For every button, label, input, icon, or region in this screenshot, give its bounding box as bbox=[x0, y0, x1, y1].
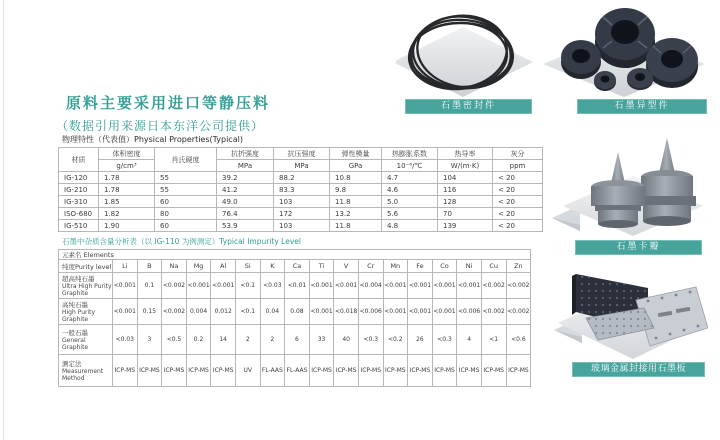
table-cell: 104 bbox=[438, 172, 493, 184]
element-header: Mn bbox=[383, 260, 408, 273]
graphite-clamp-caption: 石墨卡瓣 bbox=[575, 240, 702, 255]
table-cell: 5.0 bbox=[382, 196, 438, 208]
table-cell: 0.2 bbox=[186, 325, 211, 355]
table-cell: 55 bbox=[155, 172, 217, 184]
table-cell: <0.001 bbox=[457, 273, 482, 299]
column-header: 弹性模量 bbox=[330, 148, 382, 160]
table-row bbox=[59, 325, 531, 355]
row-label-cn: 测定法 bbox=[62, 360, 82, 368]
table-cell: 9.8 bbox=[330, 184, 382, 196]
table-row bbox=[59, 260, 531, 273]
table-cell: 1.85 bbox=[99, 196, 155, 208]
graphite-seals-figure bbox=[396, 2, 533, 97]
column-header: 抗压强度 bbox=[274, 148, 330, 160]
graphite-clamp-image bbox=[562, 126, 705, 236]
table-cell: < 20 bbox=[493, 208, 543, 220]
table-cell: <0.2 bbox=[383, 325, 408, 355]
graphite-plates-image bbox=[558, 260, 708, 359]
table-row bbox=[59, 160, 543, 172]
table-cell: ICP-MS bbox=[162, 355, 187, 387]
graphite-seals-image bbox=[396, 2, 533, 97]
element-header: Cu bbox=[481, 260, 506, 273]
table-cell: ICP-MS bbox=[481, 355, 506, 387]
table-cell: 11.8 bbox=[330, 220, 382, 232]
row-label-cn: 高纯石墨 bbox=[62, 301, 88, 309]
table-cell: IG-210 bbox=[59, 184, 99, 196]
table-cell: <0.001 bbox=[383, 299, 408, 325]
table-cell: 80 bbox=[155, 208, 217, 220]
table-cell: ICP-MS bbox=[383, 355, 408, 387]
table-cell: 1.90 bbox=[99, 220, 155, 232]
element-header: Ni bbox=[457, 260, 482, 273]
table-cell: 6 bbox=[285, 325, 310, 355]
table-cell: 60 bbox=[155, 196, 217, 208]
table-cell: 70 bbox=[438, 208, 493, 220]
row-label-en: General Graphite bbox=[62, 337, 89, 351]
physical-properties-head bbox=[59, 148, 543, 172]
table-cell: <0.1 bbox=[235, 299, 260, 325]
column-unit: W/(m·K) bbox=[438, 160, 493, 172]
table-row bbox=[59, 250, 531, 260]
column-header: 体积密度 bbox=[99, 148, 155, 160]
table-cell: 1.82 bbox=[99, 208, 155, 220]
elements-row-label: 元素名 Elements bbox=[59, 250, 531, 260]
graphite-plates-caption: 玻璃金属封接用石墨板 bbox=[572, 362, 705, 377]
table-cell: 4 bbox=[457, 325, 482, 355]
element-header: Al bbox=[211, 260, 236, 273]
page-edge-line bbox=[3, 0, 4, 440]
table-row bbox=[59, 196, 543, 208]
table-cell: <0.1 bbox=[235, 273, 260, 299]
physical-properties-caption: 物理特性（代表值）Physical Properties(Typical) bbox=[58, 134, 542, 148]
table-cell: ICP-MS bbox=[408, 355, 433, 387]
table-cell: ICP-MS bbox=[506, 355, 531, 387]
column-unit: MPa bbox=[274, 160, 330, 172]
table-cell: 14 bbox=[211, 325, 236, 355]
title-block bbox=[56, 92, 270, 134]
table-cell: 128 bbox=[438, 196, 493, 208]
table-cell: <0.018 bbox=[334, 299, 359, 325]
table-cell: 40 bbox=[334, 325, 359, 355]
row-label bbox=[59, 299, 113, 325]
table-cell: <0.001 bbox=[334, 273, 359, 299]
table-cell: <0.3 bbox=[358, 325, 383, 355]
table-cell: <1 bbox=[481, 325, 506, 355]
table-cell: <0.006 bbox=[358, 299, 383, 325]
table-cell: <0.002 bbox=[162, 273, 187, 299]
table-cell: <0.002 bbox=[481, 273, 506, 299]
table-cell: 0.08 bbox=[285, 299, 310, 325]
table-cell: <0.001 bbox=[408, 299, 433, 325]
table-cell: ICP-MS bbox=[334, 355, 359, 387]
table-cell: ICP-MS bbox=[358, 355, 383, 387]
column-unit: g/cm³ bbox=[99, 160, 155, 172]
table-row bbox=[59, 355, 531, 387]
row-label-en: High Purity Graphite bbox=[62, 309, 96, 323]
element-header: Zn bbox=[506, 260, 531, 273]
table-cell: 5.6 bbox=[382, 208, 438, 220]
table-cell: <0.002 bbox=[481, 299, 506, 325]
table-cell: 76.4 bbox=[217, 208, 274, 220]
element-header: Li bbox=[113, 260, 138, 273]
table-cell: IG-510 bbox=[59, 220, 99, 232]
table-cell: 60 bbox=[155, 220, 217, 232]
row-label-cn: 超高纯石墨 bbox=[62, 275, 95, 283]
element-header: Co bbox=[432, 260, 457, 273]
column-unit: MPa bbox=[217, 160, 274, 172]
table-cell: <0.001 bbox=[211, 273, 236, 299]
table-cell: ICP-MS bbox=[137, 355, 162, 387]
graphite-clamp-figure bbox=[562, 126, 705, 236]
table-cell: <0.03 bbox=[260, 273, 285, 299]
page-title: 原料主要采用进口等静压料 bbox=[66, 94, 271, 112]
table-cell: 103 bbox=[274, 196, 330, 208]
table-cell: ICP-MS bbox=[211, 355, 236, 387]
table-cell: <0.6 bbox=[506, 325, 531, 355]
table-cell: <0.03 bbox=[113, 325, 138, 355]
table-row bbox=[59, 273, 531, 299]
table-cell: 88.2 bbox=[274, 172, 330, 184]
table-cell: 2 bbox=[260, 325, 285, 355]
element-header: B bbox=[137, 260, 162, 273]
table-cell: <0.001 bbox=[113, 299, 138, 325]
table-cell: 2 bbox=[235, 325, 260, 355]
table-cell: <0.006 bbox=[457, 299, 482, 325]
table-cell: 139 bbox=[438, 220, 493, 232]
table-cell: 4.6 bbox=[382, 184, 438, 196]
column-header: 材质 bbox=[59, 148, 99, 172]
table-cell: 0.004 bbox=[186, 299, 211, 325]
element-header: Na bbox=[162, 260, 187, 273]
table-cell: 13.2 bbox=[330, 208, 382, 220]
row-label bbox=[59, 273, 113, 299]
element-header: Mg bbox=[186, 260, 211, 273]
page-subtitle: （数据引用来源日本东洋公司提供） bbox=[56, 119, 265, 133]
column-header: 灰分 bbox=[493, 148, 543, 160]
table-cell: 103 bbox=[274, 220, 330, 232]
element-header: Ca bbox=[285, 260, 310, 273]
table-cell: 1.78 bbox=[99, 172, 155, 184]
table-cell: IG-120 bbox=[59, 172, 99, 184]
column-unit: 10⁻⁶/℃ bbox=[382, 160, 438, 172]
row-label-en: Measurement Method bbox=[62, 368, 104, 382]
column-header: 热膨胀系数 bbox=[382, 148, 438, 160]
table-cell: FL-AAS bbox=[285, 355, 310, 387]
element-header: K bbox=[260, 260, 285, 273]
table-cell: <0.004 bbox=[358, 273, 383, 299]
table-cell: 33 bbox=[309, 325, 334, 355]
graphite-plates-figure bbox=[558, 260, 708, 359]
table-cell: <0.001 bbox=[383, 273, 408, 299]
column-unit: ppm bbox=[493, 160, 543, 172]
table-cell: <0.01 bbox=[285, 273, 310, 299]
table-cell: <0.002 bbox=[506, 299, 531, 325]
table-cell: 4.7 bbox=[382, 172, 438, 184]
table-cell: 1.78 bbox=[99, 184, 155, 196]
table-row bbox=[59, 220, 543, 232]
column-header: 热导率 bbox=[438, 148, 493, 160]
table-cell: ICP-MS bbox=[432, 355, 457, 387]
impurity-table bbox=[58, 249, 531, 387]
row-label bbox=[59, 355, 113, 387]
element-header: Si bbox=[235, 260, 260, 273]
table-cell: ICP-MS bbox=[457, 355, 482, 387]
table-cell: 41.2 bbox=[217, 184, 274, 196]
table-cell: IG-310 bbox=[59, 196, 99, 208]
table-cell: 4.8 bbox=[382, 220, 438, 232]
table-row bbox=[59, 172, 543, 184]
table-cell: <0.5 bbox=[162, 325, 187, 355]
column-unit: GPa bbox=[330, 160, 382, 172]
table-cell: 172 bbox=[274, 208, 330, 220]
table-cell: < 20 bbox=[493, 196, 543, 208]
table-cell: 10.8 bbox=[330, 172, 382, 184]
row-label bbox=[59, 325, 113, 355]
table-cell: <0.002 bbox=[506, 273, 531, 299]
table-cell: <0.3 bbox=[432, 325, 457, 355]
table-cell: 0.15 bbox=[137, 299, 162, 325]
column-header: 抗折强度 bbox=[217, 148, 274, 160]
table-cell: 55 bbox=[155, 184, 217, 196]
physical-properties-body bbox=[59, 172, 543, 232]
row-label-cn: 一般石墨 bbox=[62, 329, 88, 337]
table-row bbox=[59, 148, 543, 160]
element-header: Fe bbox=[408, 260, 433, 273]
physical-properties-table bbox=[58, 147, 543, 232]
table-cell: <0.001 bbox=[408, 273, 433, 299]
table-cell: UV bbox=[235, 355, 260, 387]
table-cell: 0.012 bbox=[211, 299, 236, 325]
table-cell: <0.001 bbox=[186, 273, 211, 299]
table-row bbox=[59, 299, 531, 325]
table-cell: ICP-MS bbox=[113, 355, 138, 387]
graphite-shaped-parts-figure bbox=[543, 2, 705, 97]
table-cell: 39.2 bbox=[217, 172, 274, 184]
table-cell: < 20 bbox=[493, 220, 543, 232]
table-cell: 83.3 bbox=[274, 184, 330, 196]
element-header: V bbox=[334, 260, 359, 273]
graphite-shaped-parts-caption: 石墨异型件 bbox=[577, 99, 707, 114]
purity-level-header: 纯度Purity level bbox=[59, 260, 113, 273]
element-header: Ti bbox=[309, 260, 334, 273]
table-cell: 26 bbox=[408, 325, 433, 355]
table-cell: 11.8 bbox=[330, 196, 382, 208]
table-row bbox=[59, 208, 543, 220]
impurity-table-caption: 石墨中杂质含量分析表（以 IG-110 为例测定）Typical Impurity Level bbox=[58, 236, 530, 250]
table-cell: 49.0 bbox=[217, 196, 274, 208]
table-cell: 3 bbox=[137, 325, 162, 355]
table-cell: 0.04 bbox=[260, 299, 285, 325]
graphite-seals-caption: 石墨密封件 bbox=[405, 99, 532, 114]
table-cell: <0.001 bbox=[432, 273, 457, 299]
table-cell: <0.001 bbox=[309, 273, 334, 299]
element-header: Cr bbox=[358, 260, 383, 273]
table-cell: ICP-MS bbox=[186, 355, 211, 387]
table-cell: ISO-680 bbox=[59, 208, 99, 220]
table-cell: <0.002 bbox=[162, 299, 187, 325]
column-header: 肖氏硬度 bbox=[155, 148, 217, 172]
table-cell: <0.001 bbox=[432, 299, 457, 325]
table-row bbox=[59, 184, 543, 196]
row-label-en: Ultra High Purity Graphite bbox=[62, 283, 112, 297]
table-cell: ICP-MS bbox=[309, 355, 334, 387]
table-cell: 116 bbox=[438, 184, 493, 196]
table-cell: FL-AAS bbox=[260, 355, 285, 387]
table-cell: < 20 bbox=[493, 184, 543, 196]
impurity-table-body bbox=[59, 250, 531, 387]
table-cell: 0.1 bbox=[137, 273, 162, 299]
table-cell: < 20 bbox=[493, 172, 543, 184]
table-cell: <0.001 bbox=[309, 299, 334, 325]
table-cell: 53.9 bbox=[217, 220, 274, 232]
graphite-shaped-parts-image bbox=[543, 2, 705, 97]
table-cell: <0.001 bbox=[113, 273, 138, 299]
